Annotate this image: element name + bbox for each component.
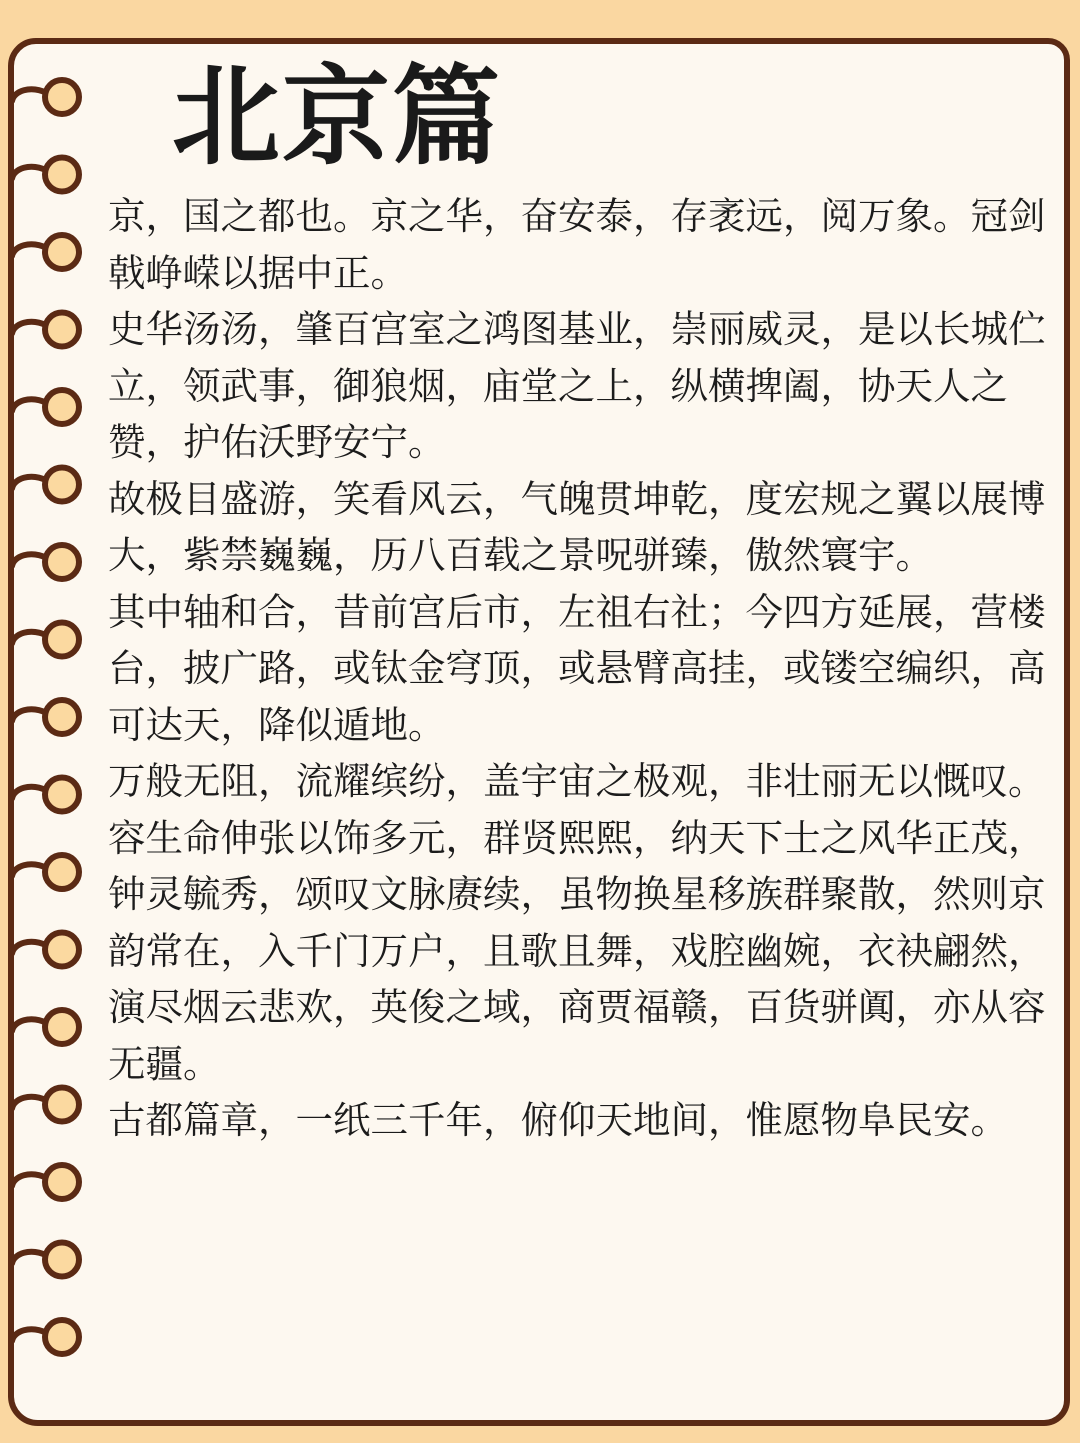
paragraph: 容生命伸张以饰多元，群贤熙熙，纳天下士之风华正茂，钟灵毓秀，颂叹文脉赓续，虽物换星移族群聚散，然则京韵常在，入千门万户，且歌且舞，戏腔幽婉，衣袂翩然，演尽烟云悲欢，英俊之域，商贾福赣，百货骈阗，亦从容无疆。 xyxy=(108,815,1046,1086)
binding-ring-icon xyxy=(12,700,79,734)
binding-ring-icon xyxy=(12,1010,79,1044)
binding-ring-icon xyxy=(12,1243,79,1277)
binding-ring-icon xyxy=(12,468,79,502)
binding-ring-icon xyxy=(12,158,79,192)
paragraph: 其中轴和合，昔前宫后市，左祖右社；今四方延展，营楼台，披广路，或钛金穹顶，或悬臂高挂，或镂空编织，高可达天，降似遁地。 xyxy=(108,589,1046,747)
paragraph: 万般无阻，流耀缤纷，盖宇宙之极观，非壮丽无以慨叹。 xyxy=(108,759,1046,803)
paragraph: 古都篇章，一纸三千年，俯仰天地间，惟愿物阜民安。 xyxy=(108,1098,1008,1142)
binding-ring-icon xyxy=(12,313,79,347)
binding-ring-icon xyxy=(12,1088,79,1122)
binding-ring-icon xyxy=(12,933,79,967)
page-title: 北京篇 xyxy=(172,55,503,180)
paragraph: 故极目盛游，笑看风云，气魄贯坤乾，度宏规之翼以展博大，紫禁巍巍，历八百载之景呪骈臻，傲然寰宇。 xyxy=(108,476,1046,577)
binding-ring-icon xyxy=(12,545,79,579)
binding-ring-icon xyxy=(12,1165,79,1199)
binding-ring-icon xyxy=(12,80,79,114)
binding-ring-icon xyxy=(12,235,79,269)
paragraph: 京，国之都也。京之华，奋安泰，存袤远，阅万象。冠剑戟峥嵘以据中正。 xyxy=(108,194,1046,295)
poem-body xyxy=(108,188,1048,1149)
binding-ring-icon xyxy=(12,390,79,424)
binding-ring-icon xyxy=(12,855,79,889)
paragraph: 史华汤汤，肇百宫室之鸿图基业，崇丽威灵，是以长城伫立，领武事，御狼烟，庙堂之上，纵横捭阖，协天人之赞，护佑沃野安宁。 xyxy=(108,307,1046,464)
binding-ring-icon xyxy=(12,623,79,657)
binding-ring-icon xyxy=(12,1320,79,1354)
binding-ring-icon xyxy=(12,778,79,812)
spiral-binding xyxy=(0,0,100,1443)
